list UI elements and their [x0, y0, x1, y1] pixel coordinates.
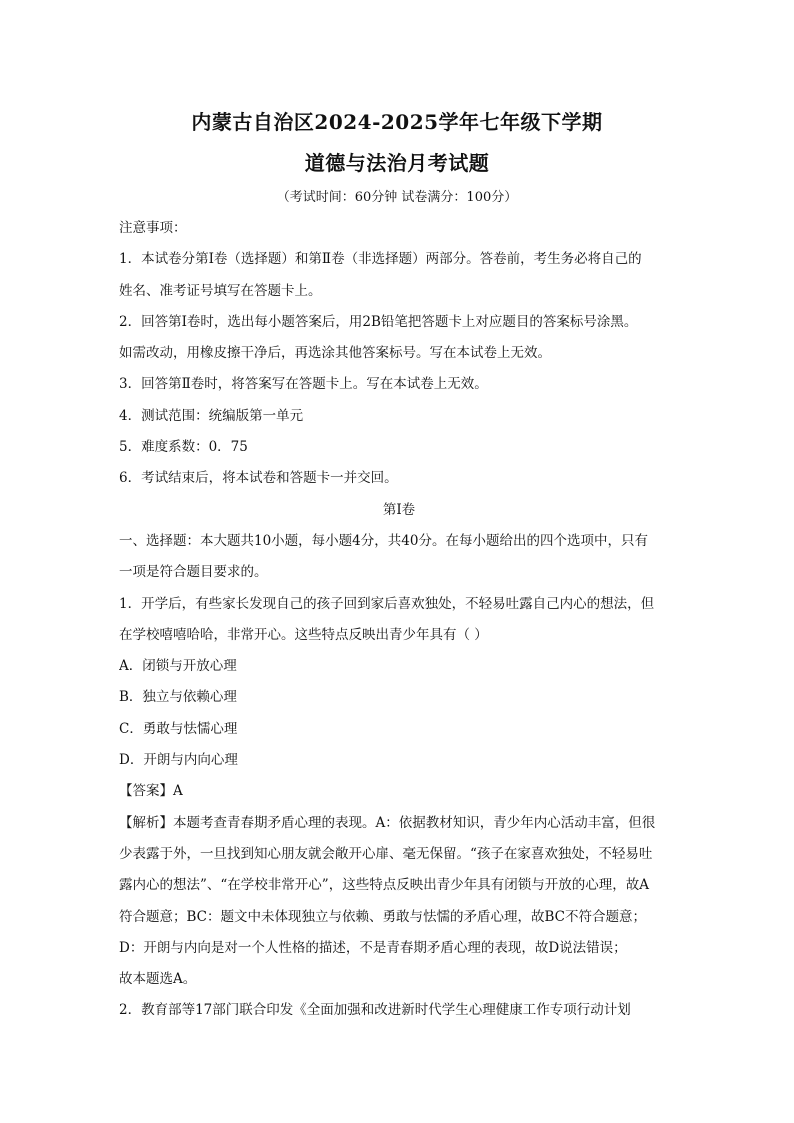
question1-stem-line: 在学校嘻嘻哈哈，非常开心。这些特点反映出青少年具有（ ） — [119, 626, 488, 643]
answer-value: A — [173, 783, 183, 800]
question2-stem-line: 2．教育部等17部门联合印发《全面加强和改进新时代学生心理健康工作专项行动计划 — [119, 1002, 631, 1019]
note-line: 5．难度系数：0．75 — [119, 439, 248, 456]
note-line: 3．回答第Ⅱ卷时，将答案写在答题卡上。写在本试卷上无效。 — [119, 376, 488, 393]
question1-option-a: A．闭锁与开放心理 — [119, 658, 237, 675]
note-line: 4．测试范围：统编版第一单元 — [119, 407, 304, 424]
analysis-label: 【解析】 — [119, 814, 173, 831]
note-line: 如需改动，用橡皮擦干净后，再选涂其他答案标号。写在本试卷上无效。 — [119, 345, 551, 362]
question1-analysis-line — [119, 808, 679, 839]
section-intro-line: 一项是符合题目要求的。 — [119, 564, 268, 581]
question1-analysis-line: 露内心的想法”、“在学校非常开心”，这些特点反映出青少年具有闭锁与开放的心理，故A — [119, 877, 649, 894]
answer-label: 【答案】 — [119, 783, 173, 800]
question1-option-b: B．独立与依赖心理 — [119, 689, 237, 706]
note-line: 2．回答第Ⅰ卷时，选出每小题答案后，用2B铅笔把答题卡上对应题目的答案标号涂黑。 — [119, 313, 638, 330]
question1-answer — [119, 776, 679, 807]
analysis-text: 本题考查青春期矛盾心理的表现。A：依据教材知识，青少年内心活动丰富，但很 — [173, 814, 656, 831]
question1-analysis-line: D：开朗与内向是对一个人性格的描述，不是青春期矛盾心理的表现，故D说法错误； — [119, 939, 627, 956]
question1-analysis-line: 故本题选A。 — [119, 971, 197, 988]
section-intro-line: 一、选择题：本大题共10小题，每小题4分，共40分。在每小题给出的四个选项中，只有 — [119, 532, 648, 549]
question1-analysis-line: 符合题意；BC：题文中未体现独立与依赖、勇敢与怯懦的矛盾心理，故BC不符合题意； — [119, 908, 646, 925]
section-title: 第Ⅰ卷 — [382, 501, 416, 518]
question1-option-d: D．开朗与内向心理 — [119, 752, 238, 769]
note-line: 1．本试卷分第Ⅰ卷（选择题）和第Ⅱ卷（非选择题）两部分。答卷前，考生务必将自己的 — [119, 251, 642, 268]
note-line: 6．考试结束后，将本试卷和答题卡一并交回。 — [119, 470, 398, 487]
document-body — [119, 213, 679, 1027]
exam-info: （考试时间：60分钟 试卷满分：100分） — [276, 190, 518, 205]
question1-analysis-line: 少表露于外，一旦找到知心朋友就会敞开心扉、毫无保留。“孩子在家喜欢独处，不轻易吐 — [119, 845, 653, 862]
question1-stem-line: 1．开学后，有些家长发现自己的孩子回到家后喜欢独处，不轻易吐露自己内心的想法，但 — [119, 595, 655, 612]
note-line: 姓名、准考证号填写在答题卡上。 — [119, 282, 322, 299]
exam-title-line1: 内蒙古自治区2024-2025学年七年级下学期 — [191, 110, 603, 134]
question1-option-c: C．勇敢与怯懦心理 — [119, 720, 238, 737]
notes-heading: 注意事项： — [119, 220, 187, 236]
exam-title-line2: 道德与法治月考试题 — [304, 151, 490, 175]
